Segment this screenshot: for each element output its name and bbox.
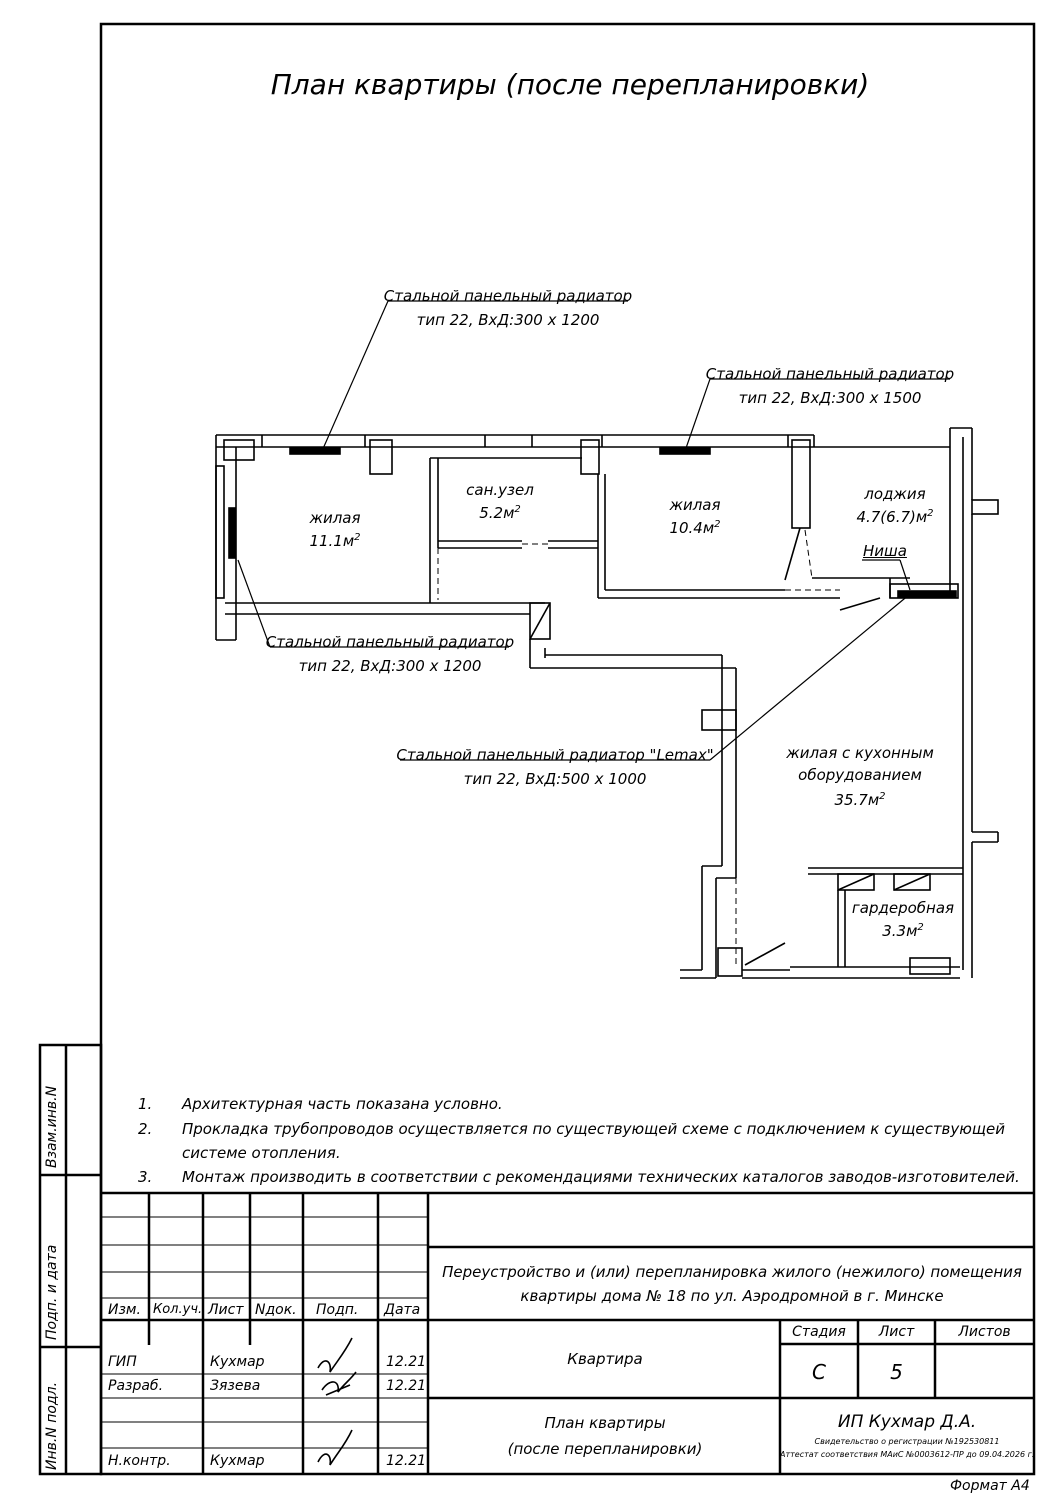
room-area-unit: 2	[927, 508, 934, 519]
stamp-role: Разраб.	[108, 1378, 164, 1394]
paper-format: Формат А4	[950, 1478, 1030, 1494]
stamp-header-date: Дата	[384, 1302, 421, 1318]
stamp-date: 12.21	[386, 1378, 427, 1394]
side-label-sign-date: Подп. и дата	[44, 1244, 60, 1340]
stage-label: Стадия	[792, 1324, 846, 1340]
stamp-date: 12.21	[386, 1453, 427, 1469]
room-label-loggia	[840, 484, 950, 527]
stamp-header-count: Кол.уч.	[153, 1302, 203, 1317]
room-area-unit: 2	[879, 791, 886, 802]
room-name: жилая	[309, 509, 361, 527]
drawing-title-line2: (после перепланировки)	[507, 1440, 703, 1458]
stamp-header-change: Изм.	[108, 1302, 141, 1318]
room-area	[655, 515, 735, 538]
room-area-unit: 2	[917, 922, 924, 933]
stamp-header-sheet: Лист	[208, 1302, 244, 1318]
room-area-value: 3.3м	[882, 922, 918, 940]
note-text: Архитектурная часть показана условно.	[182, 1095, 503, 1113]
stamp-role: ГИП	[108, 1354, 137, 1370]
room-area-unit: 2	[714, 519, 721, 530]
stamp-header-docnum: Nдок.	[255, 1302, 297, 1318]
sheet-value: 5	[890, 1360, 903, 1384]
stamp-name: Кухмар	[210, 1354, 265, 1370]
drawing-title-line1: План квартиры	[544, 1414, 666, 1432]
room-area	[840, 504, 950, 527]
sheets-label: Листов	[958, 1324, 1011, 1340]
company-name: ИП Кухмар Д.А.	[837, 1412, 977, 1432]
page-title: План квартиры (после перепланировки)	[270, 68, 870, 101]
radiator-spec: тип 22, ВхД:300 х 1200	[298, 657, 482, 675]
radiator-callout-3	[262, 630, 518, 678]
radiator-spec: тип 22, ВхД:500 х 1000	[463, 770, 647, 788]
room-area-value: 11.1м	[309, 532, 355, 550]
signature-marks	[318, 1338, 356, 1465]
note-number: 2.	[138, 1120, 153, 1138]
room-area	[848, 918, 958, 941]
company-cert2: Аттестат соответствия МАиС №0003612-ПР до 09.04.2026 г.	[780, 1450, 1035, 1459]
radiator-title: Стальной панельный радиатор	[383, 287, 633, 305]
radiator-callout-2	[702, 362, 958, 410]
object-name: Квартира	[567, 1350, 643, 1368]
radiator-spec: тип 22, ВхД:300 х 1500	[738, 389, 922, 407]
project-title-line1: Переустройство и (или) перепланировка жилого (нежилого) помещения	[442, 1263, 1022, 1281]
radiator-callout-1	[380, 284, 636, 332]
niche-label: Ниша	[863, 542, 907, 560]
stamp-name: Кухмар	[210, 1453, 265, 1469]
room-area	[770, 786, 950, 811]
radiator-title: Стальной панельный радиатор	[705, 365, 955, 383]
room-name: гардеробная	[851, 899, 955, 917]
room-area	[300, 528, 370, 551]
radiator-callout-4	[395, 743, 715, 791]
note-number: 3.	[138, 1168, 153, 1186]
room-label-bathroom	[460, 480, 540, 523]
note-text: Монтаж производить в соответствии с рекомендациями технических каталогов заводов-изготовителей.	[182, 1168, 1020, 1186]
room-area-unit: 2	[514, 504, 521, 515]
radiator-title: Стальной панельный радиатор "Lemax"	[396, 746, 714, 764]
room-area-value: 10.4м	[669, 519, 715, 537]
room-name: лоджия	[864, 485, 926, 503]
project-title-line2: квартиры дома № 18 по ул. Аэродромной в г. Минске	[520, 1287, 944, 1305]
radiator-title: Стальной панельный радиатор	[265, 633, 515, 651]
room-area-value: 4.7(6.7)м	[856, 508, 928, 526]
note-text-cont: системе отопления.	[182, 1144, 341, 1162]
room-area-value: 35.7м	[834, 791, 880, 809]
side-label-replaced-inv: Взам.инв.N	[44, 1085, 60, 1168]
company-cert1: Свидетельство о регистрации №192530811	[814, 1437, 1000, 1446]
room-label-living2	[655, 495, 735, 538]
radiator-spec: тип 22, ВхД:300 х 1200	[416, 311, 600, 329]
note-text: Прокладка трубопроводов осуществляется по существующей схеме с подключением к существующей	[182, 1120, 1006, 1138]
room-area	[460, 500, 540, 523]
stage-value: С	[812, 1360, 826, 1384]
room-name: жилая	[669, 496, 721, 514]
note-number: 1.	[138, 1095, 153, 1113]
room-label-wardrobe	[848, 898, 958, 941]
project-title	[430, 1260, 1034, 1308]
stamp-header-signature: Подп.	[316, 1302, 359, 1318]
stamp-date: 12.21	[386, 1354, 427, 1370]
side-label-inv-original: Инв.N подл.	[44, 1381, 60, 1470]
room-area-unit: 2	[354, 532, 361, 543]
room-label-kitchen-living	[770, 742, 950, 811]
room-name-line2: оборудованием	[798, 766, 922, 784]
sheet-label: Лист	[878, 1324, 915, 1340]
room-area-value: 5.2м	[479, 504, 515, 522]
room-label-living1	[300, 508, 370, 551]
drawing-title	[430, 1410, 780, 1462]
stamp-name: Зязева	[210, 1378, 261, 1394]
room-name-line1: жилая с кухонным	[786, 744, 934, 762]
stamp-role: Н.контр.	[108, 1453, 171, 1469]
room-name: сан.узел	[466, 481, 534, 499]
